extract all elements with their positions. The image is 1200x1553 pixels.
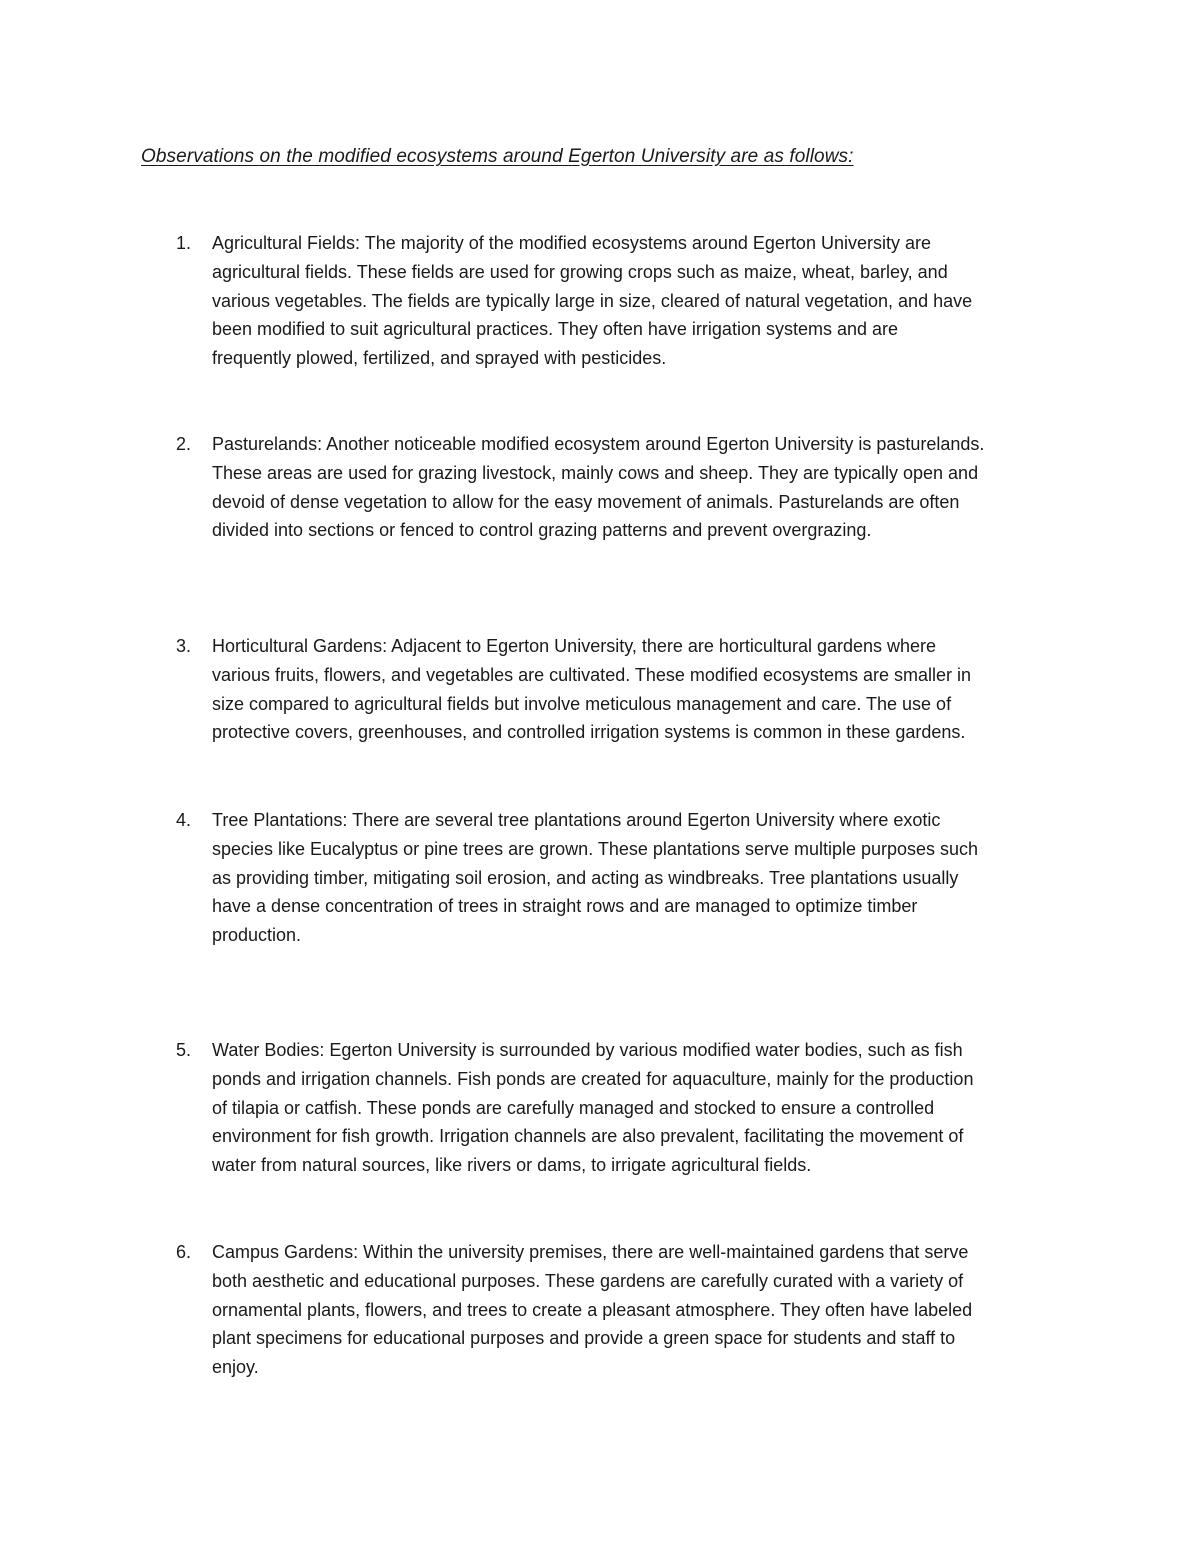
text-line: Horticultural Gardens: Adjacent to Egerton University, there are horticultural gardens where — [212, 636, 937, 656]
text-line: Agricultural Fields: The majority of the modified ecosystems around Egerton University are — [212, 233, 931, 253]
text-line: These areas are used for grazing livestock, mainly cows and sheep. They are typically open and — [212, 462, 979, 483]
list-item-number: 2. — [176, 434, 192, 454]
text-line: ornamental plants, flowers, and trees to create a pleasant atmosphere. They often have labeled — [212, 1299, 973, 1320]
text-line: species like Eucalyptus or pine trees are grown. These plantations serve multiple purposes such — [212, 838, 979, 859]
text-line: Campus Gardens: Within the university premises, there are well-maintained gardens that serve — [212, 1242, 969, 1262]
list-item-number: 5. — [176, 1040, 192, 1060]
text-line: various vegetables. The fields are typically large in size, cleared of natural vegetation, and have — [212, 290, 973, 311]
text-line: of tilapia or catfish. These ponds are carefully managed and stocked to ensure a controlled — [212, 1097, 935, 1118]
text-line: agricultural fields. These fields are used for growing crops such as maize, wheat, barley, and — [212, 261, 948, 282]
list-item-number: 6. — [176, 1242, 192, 1262]
text-line: water from natural sources, like rivers or dams, to irrigate agricultural fields. — [212, 1155, 812, 1176]
list-item-number: 1. — [176, 233, 192, 253]
text-line: Pasturelands: Another noticeable modified ecosystem around Egerton University is pasturelands. — [212, 434, 985, 454]
text-line: environment for fish growth. Irrigation channels are also prevalent, facilitating the movement of — [212, 1126, 964, 1147]
text-line: various fruits, flowers, and vegetables are cultivated. These modified ecosystems are smaller in — [212, 664, 972, 685]
list-item-text — [212, 806, 1076, 950]
text-line: ponds and irrigation channels. Fish ponds are created for aquaculture, mainly for the production — [212, 1068, 974, 1089]
text-line: have a dense concentration of trees in straight rows and are managed to optimize timber — [212, 896, 918, 917]
text-line: Water Bodies: Egerton University is surrounded by various modified water bodies, such as fish — [212, 1040, 963, 1060]
text-line: size compared to agricultural fields but involve meticulous management and care. The use of — [212, 693, 952, 714]
text-line: plant specimens for educational purposes and provide a green space for students and staff to — [212, 1328, 956, 1349]
text-line: frequently plowed, fertilized, and sprayed with pesticides. — [212, 348, 667, 369]
list-item-number: 4. — [176, 810, 192, 830]
text-line: enjoy. — [212, 1357, 259, 1378]
text-line: production. — [212, 925, 302, 946]
document-title: Observations on the modified ecosystems around Egerton University are as follows: — [141, 146, 854, 167]
text-line: devoid of dense vegetation to allow for the easy movement of animals. Pasturelands are often — [212, 491, 960, 512]
text-line: Tree Plantations: There are several tree plantations around Egerton University where exotic — [212, 810, 941, 830]
list-item-text — [212, 632, 1076, 747]
list-item-text — [212, 1036, 1076, 1180]
list-item-text — [212, 229, 1076, 373]
text-line: both aesthetic and educational purposes. These gardens are carefully curated with a variety of — [212, 1270, 964, 1291]
list-item-number: 3. — [176, 636, 192, 656]
list-item-text — [212, 430, 1076, 545]
text-line: as providing timber, mitigating soil erosion, and acting as windbreaks. Tree plantations usually — [212, 867, 959, 888]
text-line: been modified to suit agricultural practices. They often have irrigation systems and are — [212, 319, 899, 340]
list-item-text — [212, 1238, 1076, 1382]
text-line: divided into sections or fenced to control grazing patterns and prevent overgrazing. — [212, 520, 872, 541]
text-line: protective covers, greenhouses, and controlled irrigation systems is common in these gardens. — [212, 722, 966, 743]
